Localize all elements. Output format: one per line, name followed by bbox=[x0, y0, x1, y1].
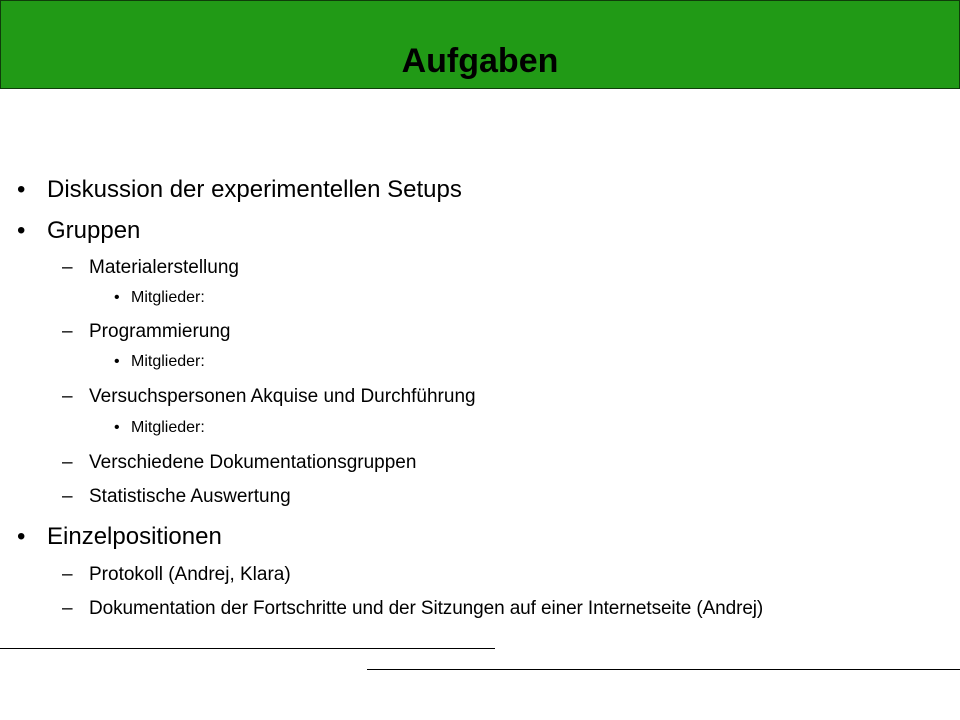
small-bullet-icon: • bbox=[114, 289, 120, 306]
sub-item-programmierung: Programmierung bbox=[89, 321, 231, 342]
sub-item-versuchspersonen: Versuchspersonen Akquise und Durchführung bbox=[89, 386, 476, 407]
sub-sub-item-mitglieder: Mitglieder: bbox=[131, 419, 205, 436]
bullet-icon: • bbox=[17, 176, 26, 203]
sub-sub-item-mitglieder: Mitglieder: bbox=[131, 353, 205, 370]
divider-line bbox=[367, 669, 960, 670]
bullet-diskussion: Diskussion der experimentellen Setups bbox=[47, 176, 462, 203]
small-bullet-icon: • bbox=[114, 353, 120, 370]
sub-item-protokoll: Protokoll (Andrej, Klara) bbox=[89, 564, 291, 585]
bullet-icon: • bbox=[17, 523, 26, 550]
sub-item-dokumentationsgruppen: Verschiedene Dokumentationsgruppen bbox=[89, 452, 417, 473]
slide-title: Aufgaben bbox=[401, 42, 559, 80]
sub-item-materialerstellung: Materialerstellung bbox=[89, 257, 239, 278]
sub-item-statistische-auswertung: Statistische Auswertung bbox=[89, 486, 291, 507]
dash-icon: – bbox=[62, 386, 73, 407]
dash-icon: – bbox=[62, 486, 73, 507]
sub-item-dokumentation: Dokumentation der Fortschritte und der Sitzungen auf einer Internetseite (Andrej) bbox=[89, 598, 764, 619]
dash-icon: – bbox=[62, 257, 73, 278]
bullet-icon: • bbox=[17, 217, 26, 244]
dash-icon: – bbox=[62, 564, 73, 585]
sub-sub-item-mitglieder: Mitglieder: bbox=[131, 289, 205, 306]
dash-icon: – bbox=[62, 321, 73, 342]
small-bullet-icon: • bbox=[114, 419, 120, 436]
divider-line bbox=[0, 648, 495, 649]
bullet-einzelpositionen: Einzelpositionen bbox=[47, 523, 222, 550]
bullet-gruppen: Gruppen bbox=[47, 217, 141, 244]
dash-icon: – bbox=[62, 598, 73, 619]
dash-icon: – bbox=[62, 452, 73, 473]
